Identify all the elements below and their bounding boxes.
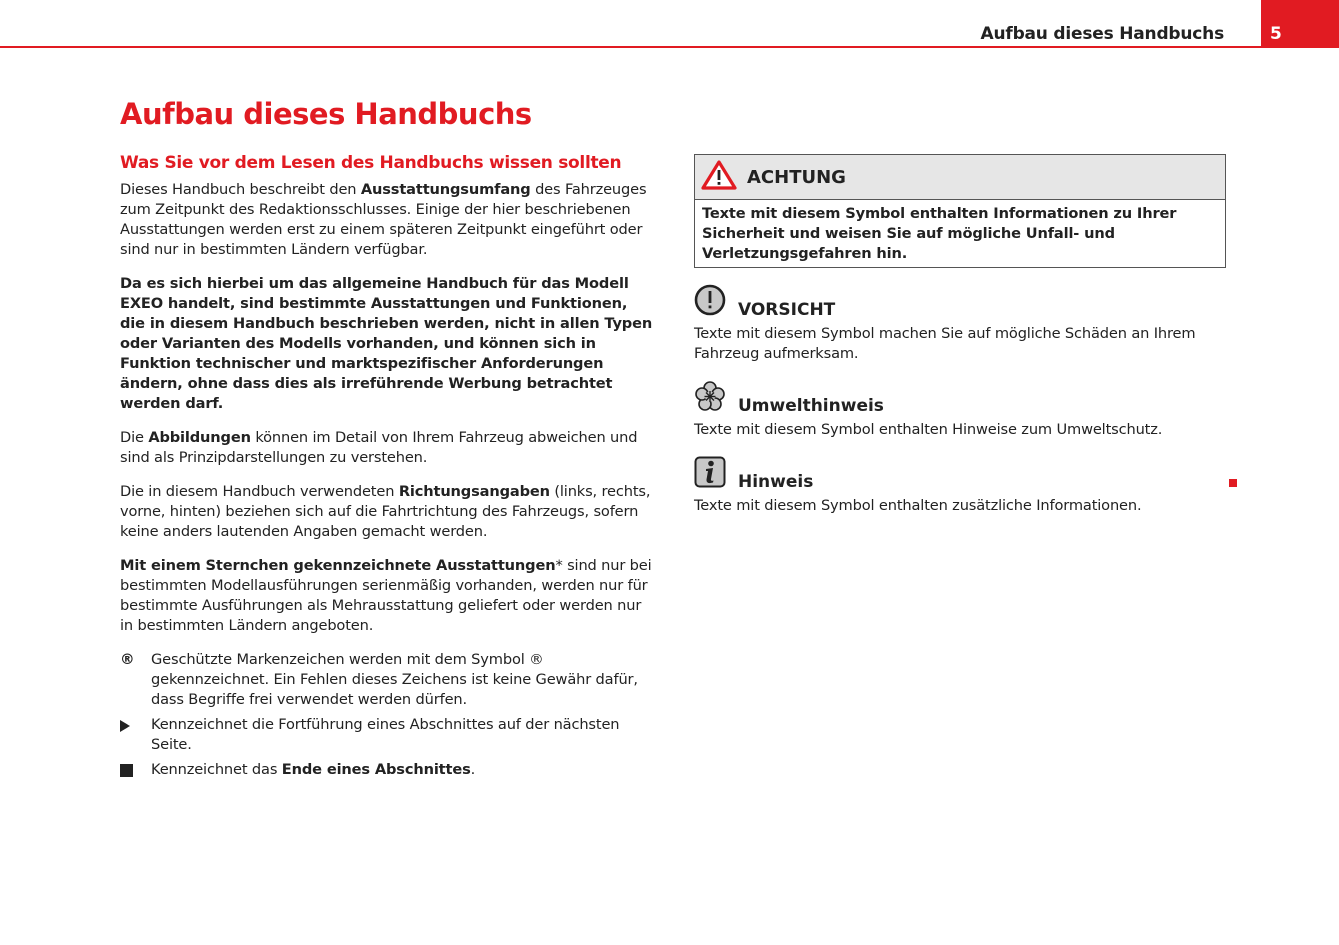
text: des Fahrzeuges zum Zeitpunkt des Redaktionsschlusses. Einige der hier beschriebenen Ausstattungen werden erst zu einem späteren Zeitpunkt eingeführt oder sind nur in bestimmten Ländern verfügbar. [120,181,647,258]
umwelt-header [694,382,1226,416]
emphasis: Richtungsangaben [398,483,550,500]
emphasis: Abbildungen [148,429,251,446]
hinweis-title: Hinweis [738,472,814,492]
header-rule [0,46,1339,48]
page-number-tab [1261,0,1339,48]
paragraph-illustrations [120,428,655,468]
square-icon [120,760,151,783]
achtung-box [694,154,1226,268]
left-column [120,96,655,788]
umwelt-note [694,382,1226,440]
vorsicht-text: Texte mit diesem Symbol machen Sie auf mögliche Schäden an Ihrem Fahrzeug aufmerksam. [694,325,1196,362]
hinweis-text: Texte mit diesem Symbol enthalten zusätzliche Informationen. [694,497,1142,514]
text: Kennzeichnet das [151,761,282,778]
text: Dieses Handbuch beschreibt den [120,181,361,198]
legend-text [151,760,475,783]
text: (links, rechts, vorne, hinten) beziehen sich auf die Fahrtrichtung des Fahrzeugs, sofern keine anders lautenden Angaben gemacht werden. [120,483,651,540]
legend-text: Kennzeichnet die Fortführung eines Abschnittes auf der nächsten Seite. [151,716,620,753]
right-column [694,154,1226,516]
hinweis-header [694,458,1226,492]
text: Die in diesem Handbuch verwendeten [120,483,399,500]
hinweis-note [694,458,1226,516]
warning-triangle-icon [701,160,737,194]
vorsicht-title: VORSICHT [738,300,836,320]
paragraph-general-manual: Da es sich hierbei um das allgemeine Handbuch für das Modell EXEO handelt, sind bestimmte Ausstattungen und Funktionen, die in diesem Handbuch beschrieben werden, nicht in allen Typen oder Varianten des Modells vorhanden, und können sich in Funktion technischer und marktspezifischer Anforderungen ändern, ohne dass dies als irreführende Werbung betrachtet werden darf. [120,275,653,412]
info-icon [694,456,726,492]
paragraph-asterisk [120,556,655,636]
flower-icon [694,380,726,416]
legend-text: Geschützte Markenzeichen werden mit dem Symbol ® gekennzeichnet. Ein Fehlen dieses Zeichens ist keine Gewähr dafür, dass Begriffe frei verwendet werden dürfen. [151,651,638,708]
umwelt-text: Texte mit diesem Symbol enthalten Hinweise zum Umweltschutz. [694,421,1163,438]
text: . [470,761,476,778]
legend-item [120,760,655,783]
exclamation-circle-icon [694,284,726,320]
symbol-legend [120,650,655,783]
registered-icon: ® [120,651,135,668]
running-header-title: Aufbau dieses Handbuchs [980,24,1224,44]
legend-item [120,650,655,710]
text: können im Detail von Ihrem Fahrzeug abweichen und sind als Prinzipdarstellungen zu verstehen. [120,429,638,466]
achtung-text: Texte mit diesem Symbol enthalten Informationen zu Ihrer Sicherheit und weisen Sie auf mögliche Unfall- und Verletzungsgefahren hin. [702,205,1177,262]
text: Die [120,429,149,446]
paragraph-directions [120,482,655,542]
page-number: 5 [1270,24,1282,44]
vorsicht-header [694,286,1226,320]
legend-item [120,715,655,755]
umwelt-title: Umwelthinweis [738,396,884,416]
section-title: Was Sie vor dem Lesen des Handbuchs wissen sollten [120,153,622,173]
paragraph-equipment [120,180,655,260]
section-end-marker [1229,479,1237,487]
text: * sind nur bei bestimmten Modellausführungen serienmäßig vorhanden, werden nur für bestimmte Ausführungen als Mehrausstattung geliefert oder werden nur in bestimmten Ländern angeboten. [120,557,652,634]
emphasis: Ausstattungsumfang [360,181,531,198]
page-title: Aufbau dieses Handbuchs [120,97,532,131]
vorsicht-note [694,286,1226,364]
emphasis: Ende eines Abschnittes [281,761,471,778]
emphasis: Mit einem Sternchen gekennzeichnete Ausstattungen [120,557,556,574]
achtung-header [695,155,1225,200]
triangle-right-icon [120,715,151,755]
achtung-title: ACHTUNG [747,166,846,188]
